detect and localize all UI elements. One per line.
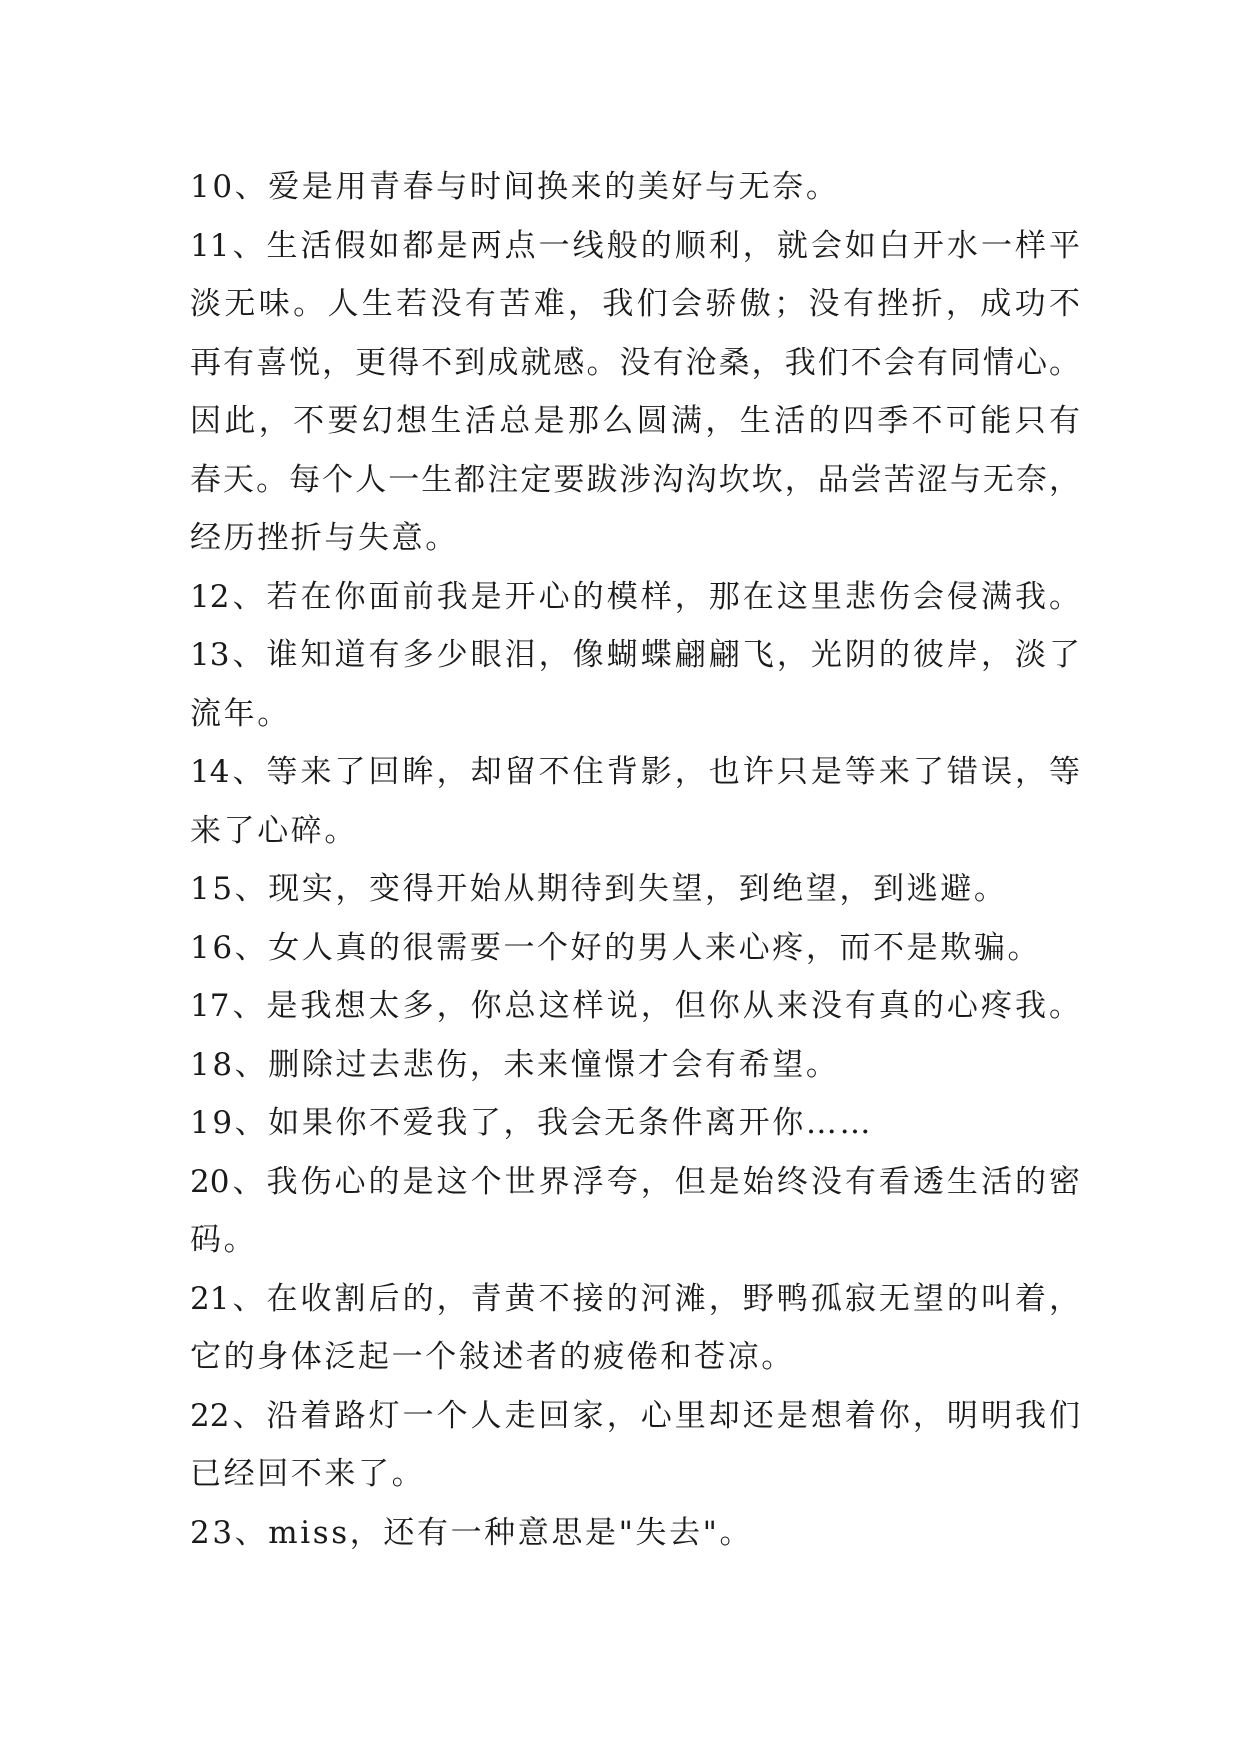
text-line: 流年。 (190, 695, 291, 732)
document-body (190, 158, 1080, 1562)
text-line: 23、miss，还有一种意思是"失去"。 (190, 1514, 754, 1551)
text-line: 已经回不来了。 (190, 1456, 426, 1492)
text-line: 淡无味。人生若没有苦难，我们会骄傲；没有挫折，成功不 (190, 286, 1080, 322)
text-line: 春天。每个人一生都注定要跋涉沟沟坎坎，品尝苦涩与无奈， (190, 461, 1080, 498)
text-line: 15、现实，变得开始从期待到失望，到绝望，到逃避。 (190, 871, 1008, 907)
text-line: 18、删除过去悲伤，未来憧憬才会有希望。 (190, 1046, 840, 1083)
text-line: 再有喜悦，更得不到成就感。没有沧桑，我们不会有同情心。 (190, 344, 1080, 381)
text-line: 14、等来了回眸，却留不住背影，也许只是等来了错误，等 (190, 754, 1080, 790)
text-line: 19、如果你不爱我了，我会无条件离开你…… (190, 1105, 874, 1141)
text-line: 它的身体泛起一个敍述者的疲倦和苍凉。 (190, 1339, 795, 1375)
text-line: 码。 (190, 1222, 258, 1258)
text-line: 因此，不要幻想生活总是那么圆满，生活的四季不可能只有 (190, 403, 1080, 439)
text-line: 11、生活假如都是两点一线般的顺利，就会如白开水一样平 (190, 227, 1080, 264)
text-line: 20、我伤心的是这个世界浮夸，但是始终没有看透生活的密 (190, 1163, 1080, 1200)
text-line: 22、沿着路灯一个人走回家，心里却还是想着你，明明我们 (190, 1397, 1080, 1434)
text-line: 经历挫折与失意。 (190, 520, 459, 556)
text-line: 17、是我想太多，你总这样说，但你从来没有真的心疼我。 (190, 988, 1080, 1024)
text-line: 16、女人真的很需要一个好的男人来心疼，而不是欺骗。 (190, 929, 1042, 966)
text-line: 10、爱是用青春与时间换来的美好与无奈。 (190, 169, 840, 205)
text-line: 12、若在你面前我是开心的模样，那在这里悲伤会侵满我。 (190, 578, 1080, 615)
text-line: 来了心碎。 (190, 812, 358, 849)
text-line: 21、在收割后的，青黄不接的河滩，野鸭孤寂无望的叫着， (190, 1280, 1080, 1317)
text-line: 13、谁知道有多少眼泪，像蝴蝶翩翩飞，光阴的彼岸，淡了 (190, 637, 1080, 673)
